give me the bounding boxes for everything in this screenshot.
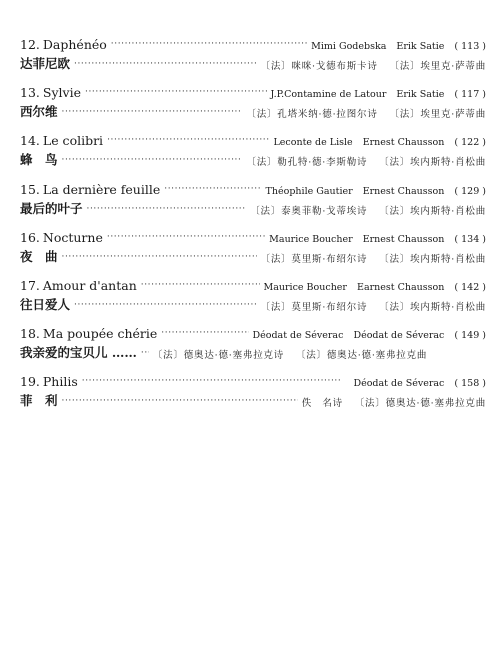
- entry-page: ( 129 ): [454, 185, 486, 197]
- toc-entry: [20, 129, 486, 177]
- entry-chinese-poet: 〔法〕泰奥菲勒·戈蒂埃诗: [250, 205, 368, 217]
- entry-chinese-poet: 〔法〕勒孔特·德·李斯勒诗: [246, 157, 368, 169]
- dot-leader: [164, 185, 261, 197]
- entry-poet: Leconte de Lisle: [273, 137, 353, 149]
- dot-leader: [62, 156, 243, 168]
- entry-poet: Maurice Boucher: [263, 281, 347, 293]
- toc-entry: [20, 370, 486, 418]
- entry-chinese-composer: 〔法〕埃内斯特·肖松曲: [379, 301, 486, 313]
- entry-title: Sylvie: [42, 85, 81, 101]
- table-of-contents: [20, 33, 486, 419]
- dot-leader: [62, 108, 243, 120]
- entry-chinese-poet: 〔法〕莫里斯·布绍尔诗: [260, 253, 368, 265]
- entry-title: Le colibri: [42, 133, 104, 149]
- dot-leader: [87, 205, 247, 217]
- entry-poet: Déodat de Séverac: [252, 330, 344, 342]
- entry-composer: Ernest Chausson: [362, 137, 445, 149]
- entry-title: Amour d'antan: [42, 277, 137, 293]
- entry-chinese-title: 最后的叶子: [20, 200, 83, 216]
- entry-composer: Erik Satie: [396, 41, 445, 52]
- toc-entry: [20, 226, 486, 274]
- entry-number: 18.: [20, 326, 40, 342]
- entry-chinese-title: 蜂 鸟: [20, 152, 58, 168]
- entry-page: ( 122 ): [454, 137, 486, 149]
- entry-title: La dernière feuille: [42, 181, 161, 197]
- entry-chinese-composer: 〔法〕埃内斯特·肖松曲: [379, 205, 486, 217]
- entry-number: 16.: [20, 229, 40, 245]
- entry-chinese-composer: 〔法〕埃内斯特·肖松曲: [379, 253, 486, 265]
- entry-poet: Mimi Godebska: [311, 41, 387, 52]
- entry-chinese-composer: 〔法〕埃里克·萨蒂曲: [389, 109, 486, 121]
- entry-poet: Maurice Boucher: [269, 233, 353, 245]
- entry-composer: Déodat de Séverac: [353, 378, 445, 390]
- entry-chinese-title: 往日爱人: [20, 296, 71, 312]
- entry-chinese-title: 菲 利: [20, 393, 58, 409]
- toc-entry: [20, 81, 486, 129]
- entry-title: Nocturne: [42, 229, 103, 245]
- entry-page: ( 117 ): [454, 89, 486, 101]
- entry-composer: Ernest Chausson: [362, 233, 445, 245]
- entry-page: ( 142 ): [454, 281, 486, 293]
- entry-page: ( 113 ): [454, 41, 486, 52]
- entry-number: 13.: [20, 85, 40, 101]
- dot-leader: [62, 397, 298, 409]
- entry-number: 15.: [20, 181, 40, 197]
- dot-leader: [141, 349, 149, 361]
- entry-title: Philis: [42, 374, 78, 390]
- dot-leader: [111, 40, 307, 52]
- entry-chinese-title: 西尔维: [20, 104, 58, 120]
- entry-page: ( 134 ): [454, 233, 486, 245]
- entry-composer: Earnest Chausson: [357, 281, 445, 293]
- entry-chinese-title: 夜 曲: [20, 248, 58, 264]
- entry-chinese-poet: 〔法〕孔塔米纳·德·拉图尔诗: [246, 109, 378, 121]
- entry-chinese-composer: 〔法〕德奥达·德·塞弗拉克曲: [295, 350, 428, 362]
- entry-chinese-title: 我亲爱的宝贝儿 ……: [20, 345, 137, 361]
- dot-leader: [82, 377, 343, 389]
- entry-number: 17.: [20, 277, 40, 293]
- toc-entry: [20, 322, 486, 370]
- entry-composer: Déodat de Séverac: [353, 330, 445, 342]
- entry-chinese-poet: 佚 名诗: [301, 398, 343, 410]
- toc-entry: [20, 178, 486, 226]
- entry-title: Daphénéo: [42, 37, 107, 52]
- dot-leader: [141, 281, 260, 293]
- entry-chinese-poet: 〔法〕德奥达·德·塞弗拉克诗: [152, 350, 285, 362]
- entry-chinese-composer: 〔法〕德奥达·德·塞弗拉克曲: [354, 398, 486, 410]
- entry-number: 12.: [20, 37, 40, 52]
- entry-number: 14.: [20, 133, 40, 149]
- entry-composer: Erik Satie: [396, 89, 445, 101]
- entry-poet: J.P.Contamine de Latour: [270, 89, 387, 101]
- toc-entry: [20, 33, 486, 81]
- entry-page: ( 158 ): [454, 378, 486, 390]
- entry-chinese-composer: 〔法〕埃里克·萨蒂曲: [389, 61, 486, 72]
- entry-number: 19.: [20, 374, 40, 390]
- entry-title: Ma poupée chérie: [42, 326, 158, 342]
- dot-leader: [62, 253, 257, 265]
- entry-page: ( 149 ): [454, 330, 486, 342]
- dot-leader: [74, 60, 257, 72]
- dot-leader: [161, 329, 248, 341]
- dot-leader: [107, 233, 265, 245]
- entry-chinese-composer: 〔法〕埃内斯特·肖松曲: [379, 157, 486, 169]
- entry-chinese-poet: 〔法〕莫里斯·布绍尔诗: [260, 301, 368, 313]
- entry-composer: Ernest Chausson: [362, 185, 445, 197]
- dot-leader: [107, 136, 269, 148]
- entry-chinese-title: 达菲尼欧: [20, 56, 71, 71]
- dot-leader: [74, 301, 257, 313]
- toc-entry: [20, 274, 486, 322]
- dot-leader: [85, 88, 267, 100]
- entry-chinese-poet: 〔法〕咪咪·戈德布斯卡诗: [260, 61, 378, 72]
- entry-poet: Théophile Gautier: [265, 185, 353, 197]
